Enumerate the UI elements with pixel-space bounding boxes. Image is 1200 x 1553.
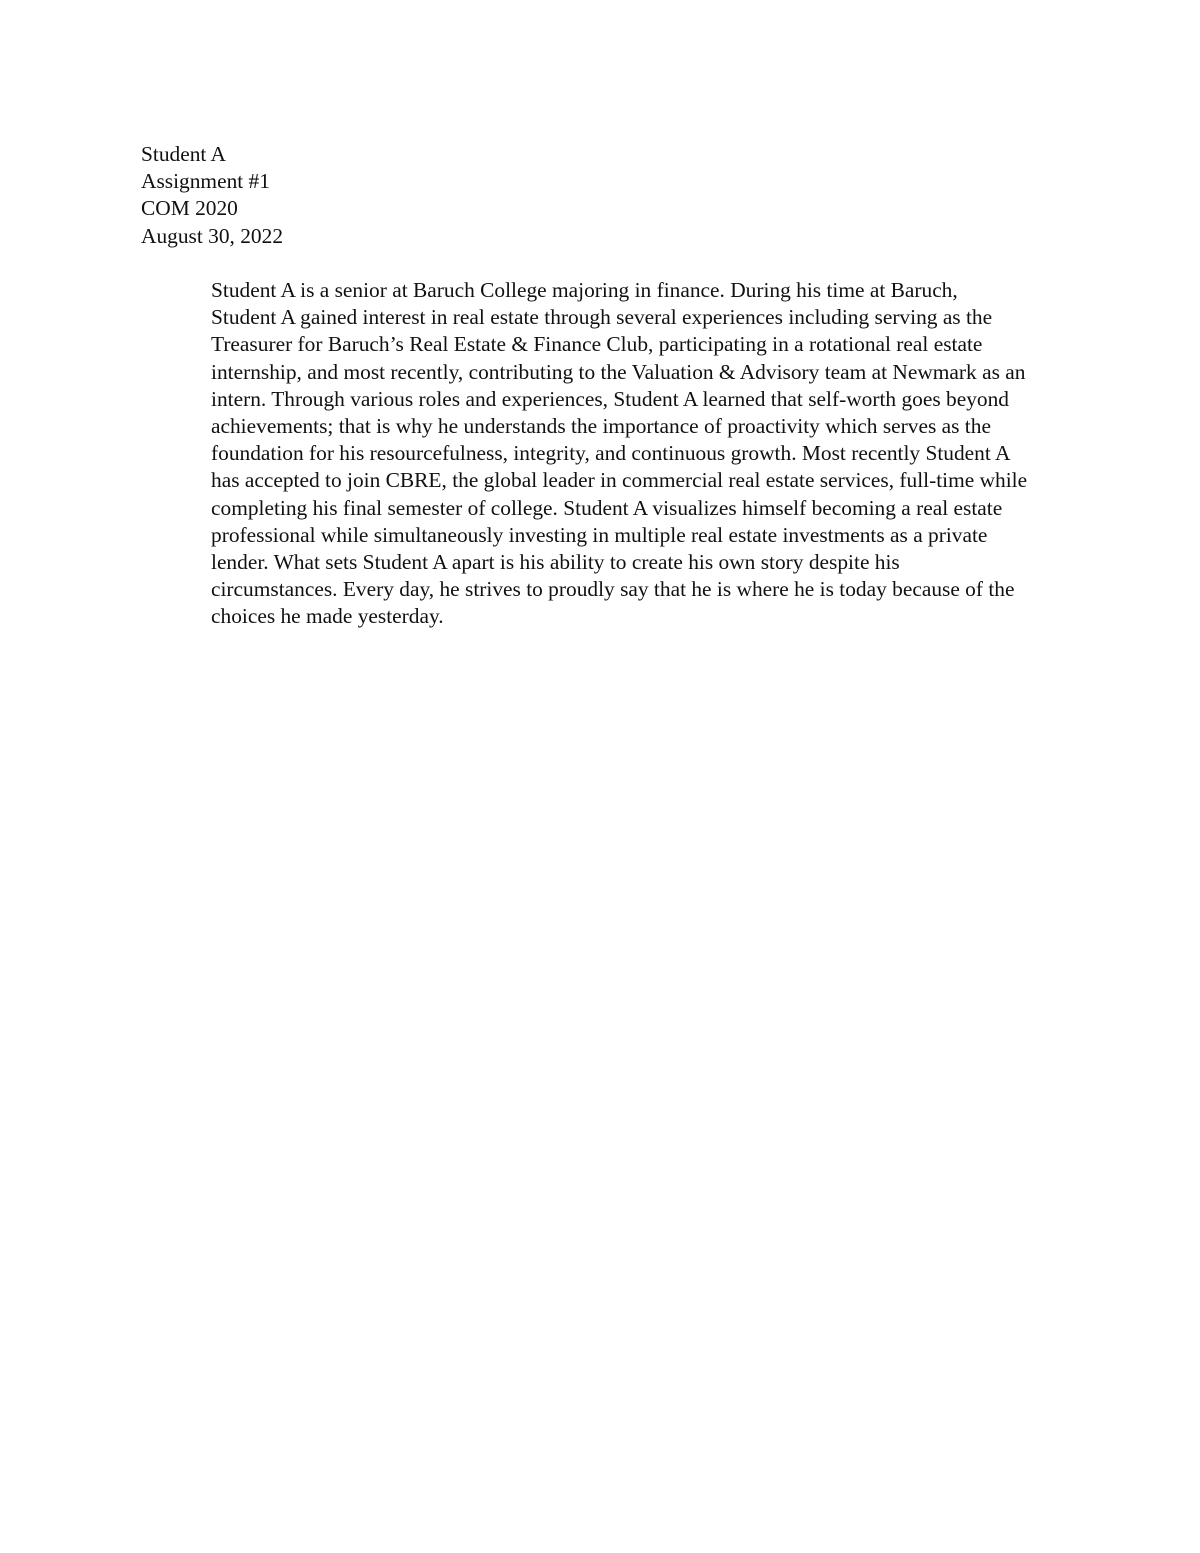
heading-block	[141, 141, 1061, 250]
body-line: completing his final semester of college. Student A visualizes himself becoming a real estate	[211, 495, 1003, 520]
body-line: Treasurer for Baruch’s Real Estate & Finance Club, participating in a rotational real estate	[211, 332, 983, 357]
body-line: professional while simultaneously investing in multiple real estate investments as a private	[211, 522, 988, 547]
body-line: has accepted to join CBRE, the global leader in commercial real estate services, full-time while	[211, 468, 1028, 493]
body-line: intern. Through various roles and experiences, Student A learned that self-worth goes beyond	[211, 386, 1009, 411]
body-line: foundation for his resourcefulness, integrity, and continuous growth. Most recently Student A	[211, 441, 1011, 466]
assignment-date: August 30, 2022	[141, 223, 284, 248]
body-paragraph	[141, 277, 1061, 631]
body-line: Student A gained interest in real estate through several experiences including serving as the	[211, 305, 993, 330]
body-line: achievements; that is why he understands the importance of proactivity which serves as the	[211, 414, 991, 439]
body-line: lender. What sets Student A apart is his ability to create his own story despite his	[211, 550, 900, 575]
body-line: circumstances. Every day, he strives to proudly say that he is where he is today because of the	[211, 577, 1015, 602]
body-line: choices he made yesterday.	[211, 604, 444, 629]
document-content	[141, 141, 1061, 631]
student-name: Student A	[141, 142, 226, 166]
body-line: Student A is a senior at Baruch College majoring in finance. During his time at Baruch,	[211, 278, 958, 302]
assignment-number: Assignment #1	[141, 169, 270, 194]
body-line: internship, and most recently, contributing to the Valuation & Advisory team at Newmark as an	[211, 359, 1026, 384]
course-code: COM 2020	[141, 196, 238, 221]
